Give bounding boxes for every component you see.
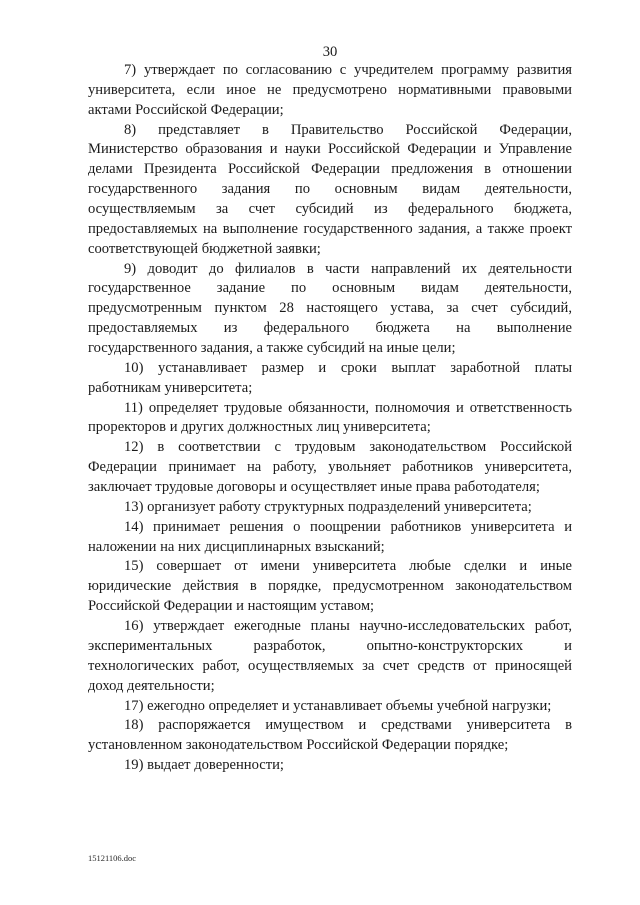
text-line: 7) утверждает по согласованию с учредителем программу развития [124,62,572,78]
text-line: наложении на них дисциплинарных взысканий; [88,538,385,555]
text-line: предусмотренным пунктом 28 настоящего устава, за счет субсидий, [88,300,572,317]
list-item-17 [88,697,572,717]
list-item-12 [88,438,572,498]
text-line: государственного задания, а также субсидий на иные цели; [88,340,456,357]
text-line: 11) определяет трудовые обязанности, полномочия и ответственность [124,399,572,416]
text-line: доход деятельности; [88,677,215,694]
page-number: 30 [322,44,338,60]
document-body [88,61,572,776]
list-item-16 [88,617,572,696]
text-line: 8) представляет в Правительство Российской Федерации, [124,121,572,138]
list-item-15 [88,557,572,617]
text-line: 16) утверждает ежегодные планы научно-исследовательских работ, [124,618,572,635]
text-line: Министерство образования и науки Российской Федерации и Управление [88,141,572,158]
text-line: университета, если иное не предусмотрено нормативными правовыми [88,81,572,98]
text-line: работникам университета; [88,379,253,396]
text-line: установленном законодательством Российской Федерации порядке; [88,737,509,754]
list-item-14 [88,518,572,558]
text-line: 10) устанавливает размер и сроки выплат заработной платы [124,359,572,376]
text-line: предоставляемых из федерального бюджета на выполнение [88,320,572,337]
text-line: актами Российской Федерации; [88,101,284,118]
text-line: юридические действия в порядке, предусмотренном законодательством [88,578,572,595]
footer-filename: 15121106.doc [88,853,137,863]
text-line: осуществляемым за счет субсидий из федерального бюджета, [88,201,572,218]
text-line: 12) в соответствии с трудовым законодательством Российской [124,439,572,456]
text-line: заключает трудовые договоры и осуществляет иные права работодателя; [88,479,540,496]
text-line: 17) ежегодно определяет и устанавливает объемы учебной нагрузки; [124,697,552,714]
text-line: 18) распоряжается имуществом и средствами университета в [124,717,572,734]
text-line: проректоров и других должностных лиц университета; [88,419,431,436]
text-line: 19) выдает доверенности; [124,757,284,774]
text-line: 15) совершает от имени университета любые сделки и иные [124,558,572,575]
text-line: 14) принимает решения о поощрении работников университета и [124,518,572,535]
text-line: Российской Федерации и настоящим уставом; [88,598,375,615]
text-line: Федерации принимает на работу, увольняет работников университета, [88,459,572,476]
text-line: государственное задание по основным видам деятельности, [88,280,572,297]
list-item-8 [88,121,572,260]
list-item-10 [88,359,572,399]
text-line: предоставляемых на выполнение государственного задания, а также проект [88,220,572,237]
text-line: 13) организует работу структурных подразделений университета; [124,498,532,515]
list-item-7 [88,61,572,121]
text-line: соответствующей бюджетной заявки; [88,240,321,257]
list-item-11 [88,399,572,439]
list-item-13 [88,498,572,518]
text-line: делами Президента Российской Федерации предложения в отношении [88,161,572,178]
list-item-9 [88,260,572,359]
text-line: технологических работ, осуществляемых за счет средств от приносящей [88,657,572,674]
text-line: экспериментальных разработок, опытно-конструкторских и [88,637,572,654]
list-item-18 [88,716,572,756]
text-line: 9) доводит до филиалов в части направлений их деятельности [124,260,572,277]
text-line: государственного задания по основным видам деятельности, [88,181,572,198]
list-item-19 [88,756,572,776]
